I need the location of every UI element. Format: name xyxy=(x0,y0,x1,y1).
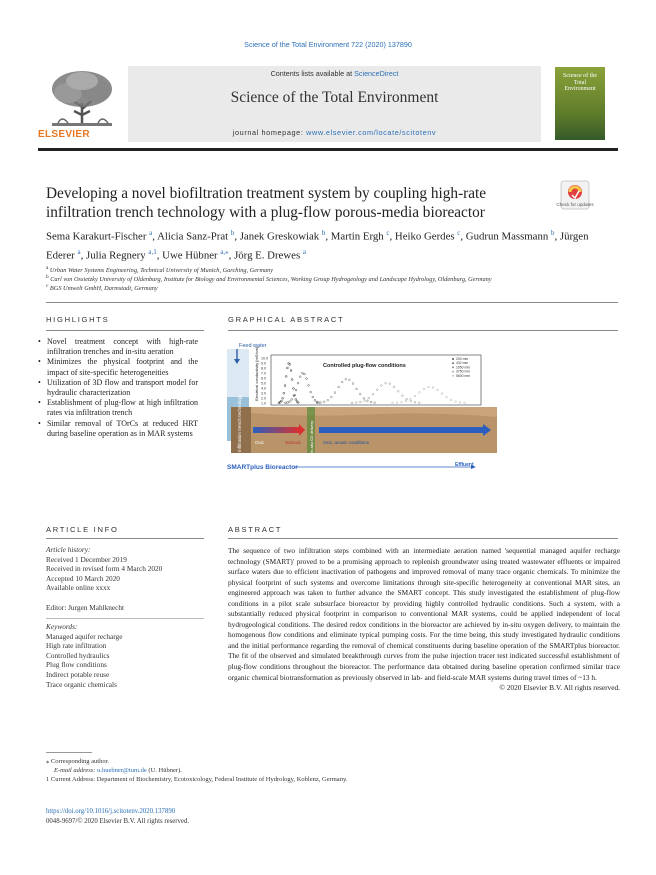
keywords-title: Keywords: xyxy=(46,622,78,631)
chart-yticks xyxy=(261,356,268,405)
contents-line xyxy=(128,69,541,78)
feed-water-label: Feed water xyxy=(239,343,267,349)
keyword: Controlled hydraulics xyxy=(46,650,110,660)
affiliation-a xyxy=(46,265,606,274)
affiliation-sup: c xyxy=(46,283,49,289)
effluent-label: Effluent xyxy=(455,462,474,468)
chart-ylabel: Electrical conductivity [mS/cm] xyxy=(254,346,259,401)
email-link[interactable]: u.huebner@tum.de xyxy=(97,767,147,774)
author-affiliation-mark[interactable]: a,1 xyxy=(148,247,157,256)
abstract-heading: ABSTRACT xyxy=(228,525,283,534)
affiliation-text: BGS Umwelt GmbH, Darmstadt, Germany xyxy=(49,285,158,293)
contents-prefix: Contents lists available at xyxy=(270,69,355,78)
author-name[interactable]: Sema Karakurt-Fischer xyxy=(46,230,147,243)
flow-arrow-1 xyxy=(253,427,299,433)
email-label: E-mail address: xyxy=(54,767,96,774)
legend-label: 1950 mm xyxy=(456,365,471,370)
legend-marker xyxy=(452,358,454,360)
legend-marker xyxy=(452,367,454,369)
author-name[interactable]: Martin Ergh xyxy=(330,230,384,243)
email-suffix: (U. Hübner). xyxy=(146,767,182,774)
ytick-label: 10.0 xyxy=(261,356,268,361)
abstract-body xyxy=(228,546,620,694)
footnote-mark: 1 xyxy=(46,776,50,783)
author-name[interactable]: Janek Greskowiak xyxy=(239,230,320,243)
author-affiliation-mark[interactable]: a xyxy=(77,247,81,256)
cover-title: Science of the Total Environment xyxy=(563,73,597,93)
author-affiliation-mark[interactable]: a xyxy=(149,229,153,237)
highlights-heading: HIGHLIGHTS xyxy=(46,315,110,324)
article-info-rule xyxy=(46,538,204,539)
current-address-footnote xyxy=(46,775,606,784)
history-line: Received in revised form 4 March 2020 xyxy=(46,564,163,574)
flow-arrow-2 xyxy=(319,427,483,433)
current-address-text: Current Address: Department of Biochemistry, Ecotoxicology, Federal Institute of Hydrology, Koblenz, Germany. xyxy=(50,776,348,783)
affiliation-text: Carl von Ossietzky University of Oldenburg, Institute for Biology and Environmental Sciences, Working Group Hydrogeology and Landscape Hydrology, Oldenburg, Germany xyxy=(50,276,492,284)
sciencedirect-link[interactable]: ScienceDirect xyxy=(354,69,399,78)
author-affiliation-mark[interactable]: c xyxy=(386,229,390,237)
author-affiliation-mark[interactable]: b xyxy=(550,229,555,237)
author-name[interactable]: Jörg E. Drewes xyxy=(234,249,301,262)
affiliation-b xyxy=(46,274,606,283)
author-affiliation-mark[interactable]: b xyxy=(321,229,326,237)
zone-suboxic-label: Suboxic xyxy=(285,440,302,445)
keyword: High rate infiltration xyxy=(46,641,107,651)
history-line: Available online xxxx xyxy=(46,583,111,593)
author-affiliation-mark[interactable]: a xyxy=(302,247,306,256)
email-footnote xyxy=(46,766,614,775)
author-affiliation-mark[interactable]: c xyxy=(457,229,461,237)
footnote-mark: ⁎ xyxy=(46,758,50,765)
highlights-list xyxy=(38,337,198,439)
bioreactor-label: SMARTplus Bioreactor xyxy=(227,464,298,471)
author-list: Sema Karakurt-Fischer $^a$, Alicia Sanz-Prat $^b$, Janek Greskowiak $^b$, Martin Ergh $^c$, Heiko Gerdes $^c$, Gudrun Massmann $^b$, Jürgen Ederer $^a$, Julia Regnery $^{a,1}$, Uwe Hübner $^{a,⁎}$, Jörg E. Drewes $^a$ xyxy=(46,229,589,262)
journal-homepage xyxy=(128,128,541,137)
legend-label: 200 mm xyxy=(456,357,469,361)
trench-label: Infiltration trench technology xyxy=(237,394,242,452)
homepage-prefix: journal homepage: xyxy=(232,128,307,137)
ytick-label: 7.0 xyxy=(261,371,266,376)
author-name[interactable]: Jürgen Ederer xyxy=(46,230,589,262)
highlights-rule xyxy=(46,330,204,331)
keyword: Indirect potable reuse xyxy=(46,669,110,679)
legend-label: 5600 mm xyxy=(456,373,471,378)
author-name[interactable]: Uwe Hübner xyxy=(162,249,218,262)
author-affiliation-mark[interactable]: a,⁎ xyxy=(220,247,229,256)
chart-label: Controlled plug-flow conditions xyxy=(323,363,406,369)
issn-line: 0048-9697/© 2020 Elsevier B.V. All rights reserved. xyxy=(46,817,190,825)
doi-link[interactable]: https://doi.org/10.1016/j.scitotenv.2020.137890 xyxy=(46,808,176,815)
author-affiliation-mark[interactable]: b xyxy=(230,229,235,237)
bottom-info xyxy=(46,807,189,826)
affiliation-sup: b xyxy=(46,274,49,280)
corresponding-footnote xyxy=(46,757,606,766)
editor-line: Editor: Jurgen Mahlknecht xyxy=(46,603,125,612)
legend-marker xyxy=(452,362,454,364)
keyword: Plug flow conditions xyxy=(46,660,107,670)
legend-marker xyxy=(452,375,454,377)
graphical-abstract-heading: GRAPHICAL ABSTRACT xyxy=(228,315,345,324)
abstract-text: The sequence of two infiltration steps combined with an intermediate aeration named 'sequential managed aquifer recharge technology (SMART)' proved to be a promising approach to replenish groundwater using treated wastewater effluents or impaired surface waters due to efficient inactivation of pathogens and improved removal of many trace organic chemicals. To minimize the physical footprint of such systems and overcome limitations through site-specific heterogeneity at conventional MAR sites, an engineered approach was taken to further advance the SMART concept. This study investigated the establishment of plug-flow conditions in a pilot scale subsurface bioreactor by providing highly controlled hydraulic conditions. Such a system, with a substantially reduced physical footprint in comparison to conventional MAR systems, could be applied independent of local hydrogeological conditions. The desired redox conditions in the bioreactor are achieved by in-situ oxygen delivery, to maintain the homogenous flow conditions and eliminate typical pumping costs. For the time being, this study investigated hydraulic conditions and the initial performance regarding the removal of chemical constituents during baseline operation of the SMARTplus bioreactor. The fit of the observed and simulated breakthrough curves from the pulse injection tracer test indicated successful establishment of plug-flow conditions throughout the bioreactor. The performance data obtained during baseline operation confirmed similar trace organic chemical biotransformation as previously observed in lab- and field-scale MAR systems during travel times of ~13 h. xyxy=(228,546,620,682)
highlight-item: • Novel treatment concept with high-rate infiltration trenches and in-situ aeration xyxy=(38,337,198,357)
highlight-item: • Utilization of 3D flow and transport model for hydraulic characterization xyxy=(38,378,198,398)
legend-label: 3750 mm xyxy=(456,369,471,374)
keywords-rule xyxy=(46,618,204,619)
history-title: Article history: xyxy=(46,545,91,554)
homepage-link[interactable]: www.elsevier.com/locate/scitotenv xyxy=(306,128,437,137)
ytick-label: 5.0 xyxy=(261,381,266,386)
corresponding-text: Corresponding author. xyxy=(50,758,110,765)
affiliation-text: Urban Water Systems Engineering, Technical University of Munich, Garching, Germany xyxy=(49,267,274,275)
ytick-label: 6.0 xyxy=(261,376,266,381)
check-for-updates-label[interactable]: Check for updates xyxy=(556,202,594,207)
affiliation-sup: a xyxy=(46,265,49,271)
highlight-item: • Minimizes the physical footprint and the impact of site-specific heterogeneities xyxy=(38,357,198,377)
ytick-label: 9.0 xyxy=(261,361,266,366)
publisher-wordmark: ELSEVIER xyxy=(38,129,90,140)
article-title: Developing a novel biofiltration treatment system by coupling high-rate infiltration trench technology with a plug-flow porous-media bioreactor xyxy=(46,185,487,221)
author-name[interactable]: Gudrun Massmann xyxy=(465,230,549,243)
highlight-item: • Establishment of plug-flow at high infiltration rates via infiltration trench xyxy=(38,398,198,418)
highlight-item: • Similar removal of TOrCs at reduced HRT during baseline operation as in MAR systems xyxy=(38,419,198,439)
author-name[interactable]: Alicia Sanz-Prat xyxy=(157,230,229,243)
legend-marker xyxy=(452,371,454,373)
history-line: Received 1 December 2019 xyxy=(46,554,127,564)
footnote-rule xyxy=(46,752,92,753)
keyword: Trace organic chemicals xyxy=(46,679,117,689)
author-name[interactable]: Heiko Gerdes xyxy=(394,230,455,243)
abstract-copyright: © 2020 Elsevier B.V. All rights reserved. xyxy=(499,683,620,693)
header-rule xyxy=(38,148,618,151)
ytick-label: 8.0 xyxy=(261,366,266,371)
journal-name: Science of the Total Environment xyxy=(230,89,439,106)
ytick-label: 4.0 xyxy=(261,386,266,391)
section-rule xyxy=(46,302,618,303)
graphical-abstract-rule xyxy=(228,330,618,331)
abstract-rule xyxy=(228,538,618,539)
ytick-label: 3.0 xyxy=(261,391,266,396)
ytick-label: 1.0 xyxy=(261,401,266,406)
affiliation-c xyxy=(46,283,606,292)
journal-citation[interactable]: Science of the Total Environment 722 (2020) 137890 xyxy=(244,40,412,49)
graphical-abstract-figure[interactable] xyxy=(225,341,585,489)
legend-label: 432 mm xyxy=(456,361,469,366)
ytick-label: 2.0 xyxy=(261,396,266,401)
keyword: Managed aquifer recharge xyxy=(46,631,123,641)
zone-oxic-label: Oxic xyxy=(255,440,264,445)
o2-delivery-label: In-situ O2 delivery xyxy=(309,420,314,453)
article-info-heading: ARTICLE INFO xyxy=(46,525,119,534)
journal-cover[interactable] xyxy=(555,67,605,140)
zone-oxic-anoxic-label: Oxic; anoxic conditions xyxy=(323,440,370,445)
article-history xyxy=(46,545,206,593)
author-name[interactable]: Julia Regnery xyxy=(86,249,146,262)
keywords xyxy=(46,622,206,689)
history-line: Accepted 10 March 2020 xyxy=(46,573,120,583)
